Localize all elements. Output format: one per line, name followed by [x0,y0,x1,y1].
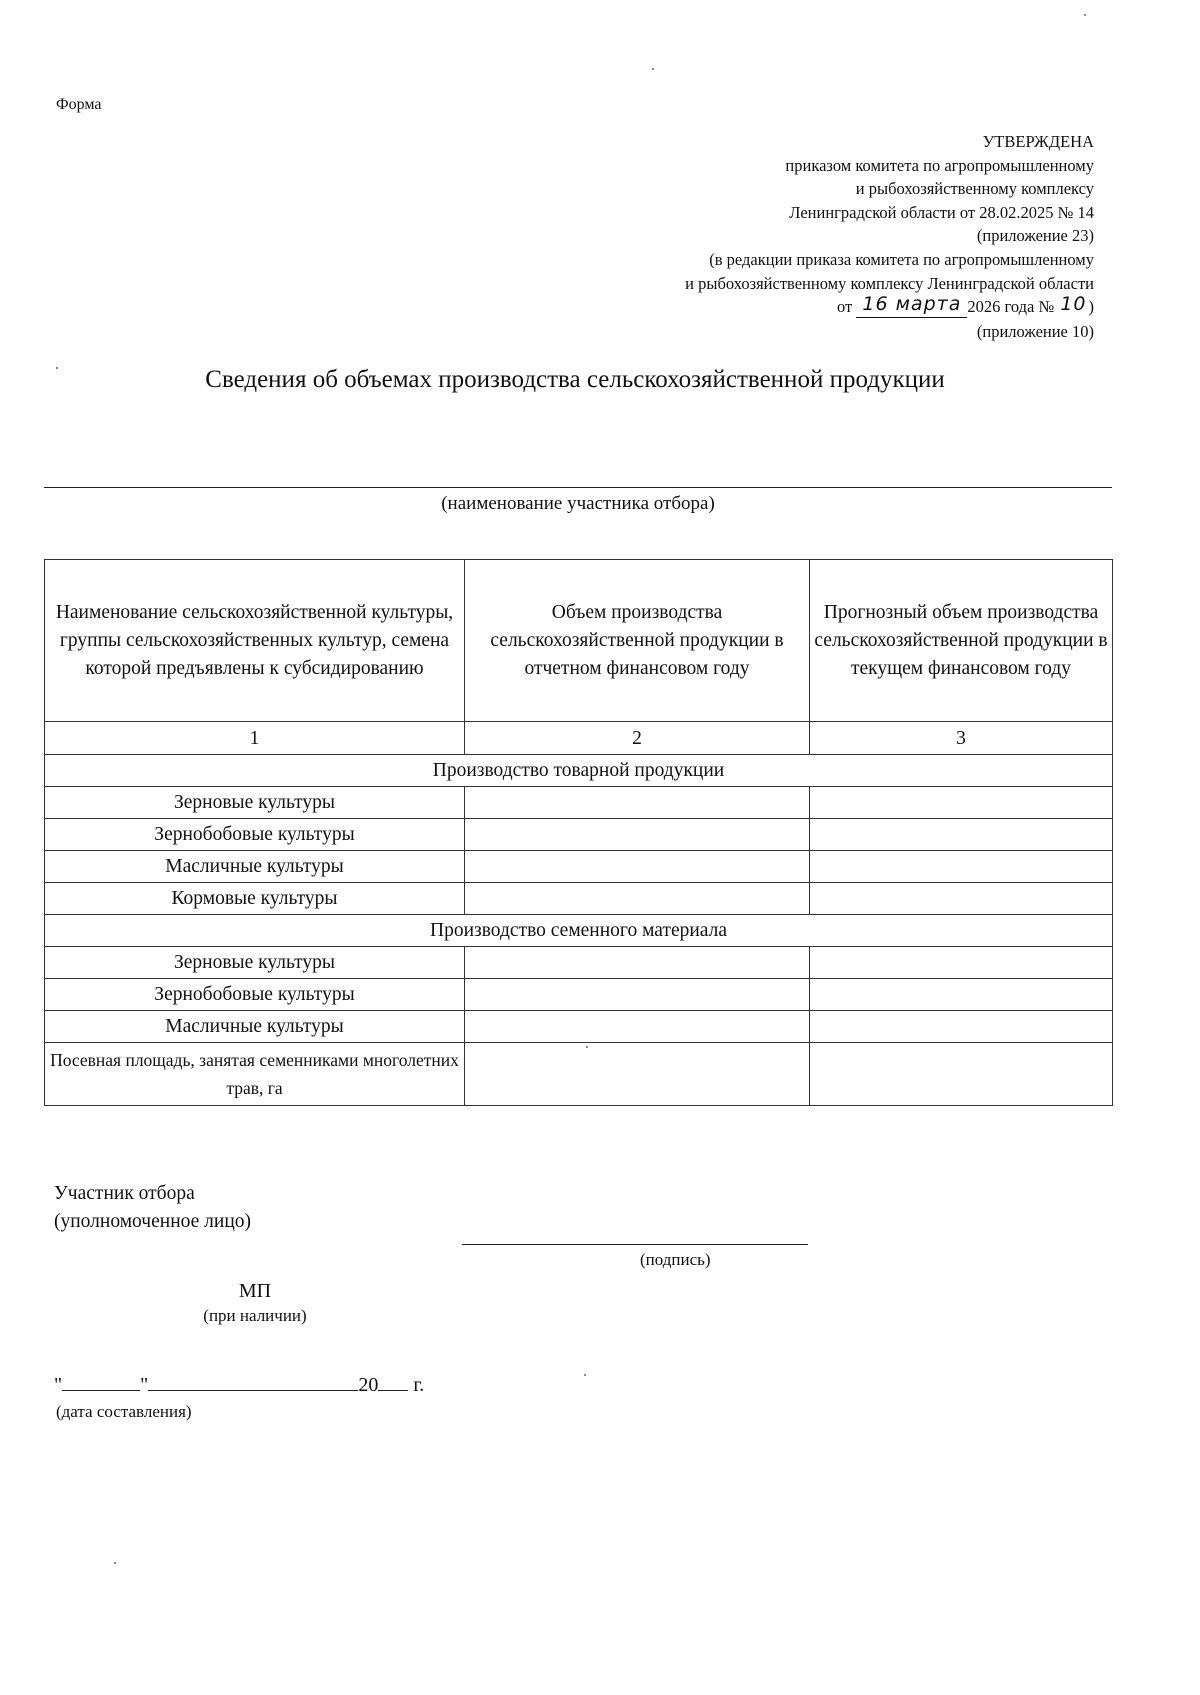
handwritten-number: 10 [1060,293,1087,316]
table-row [45,883,1113,915]
forecast-volume-cell[interactable] [810,979,1113,1011]
forecast-volume-cell[interactable] [810,787,1113,819]
revision-suffix: ) [1088,297,1094,317]
revision-year: 2026 года № [967,297,1055,317]
month-field[interactable] [148,1389,358,1391]
table-row [45,1043,1113,1106]
table-row [45,947,1113,979]
forecast-volume-cell[interactable] [810,1043,1113,1106]
document-title: Сведения об объемах производства сельскохозяйственной продукции [205,366,945,393]
quote-mark: " [54,1374,63,1396]
revision-prefix: от [837,297,853,317]
column-header: Объем производства сельскохозяйственной продукции в отчетном финансовом году [465,560,810,722]
section-header-row [45,755,1113,787]
column-number: 2 [465,722,810,755]
signer-subtitle: (уполномоченное лицо) [54,1211,251,1232]
date-fill-line [54,1374,424,1397]
table-header-row [45,560,1113,722]
column-header: Прогнозный объем производства сельскохозяйственной продукции в текущем финансовом году [810,560,1113,722]
year-prefix: 20 [358,1374,379,1396]
year-field[interactable] [378,1389,408,1391]
approval-line: и рыбохозяйственному комплексу Ленинградской области [685,273,1094,293]
day-field[interactable] [62,1389,140,1391]
forecast-volume-cell[interactable] [810,883,1113,915]
signature-field[interactable] [462,1244,808,1245]
approval-line: и рыбохозяйственному комплексу [855,179,1094,199]
reported-volume-cell[interactable] [465,947,810,979]
crop-label: Зернобобовые культуры [45,819,465,851]
approval-title: УТВЕРЖДЕНА [982,132,1094,151]
reported-volume-cell[interactable] [465,979,810,1011]
table-row [45,851,1113,883]
production-volumes-table [44,559,1113,1106]
reported-volume-cell[interactable] [465,787,810,819]
column-number: 1 [45,722,465,755]
scan-speck [114,1562,116,1564]
seal-label: МП [238,1280,272,1302]
crop-label: Масличные культуры [45,1011,465,1043]
signature-caption: (подпись) [640,1250,711,1269]
participant-name-field[interactable] [44,487,1112,488]
approval-line: (приложение 23) [976,226,1094,246]
approval-revision-line [534,295,1094,320]
crop-label: Зерновые культуры [45,947,465,979]
forecast-volume-cell[interactable] [810,947,1113,979]
section-title: Производство товарной продукции [45,755,1113,787]
seal-caption: (при наличии) [203,1306,307,1325]
approval-line: приказом комитета по агропромышленному [785,155,1094,175]
reported-volume-cell[interactable] [465,883,810,915]
year-suffix: г. [413,1374,425,1396]
approval-line: (приложение 10) [976,321,1094,341]
forecast-volume-cell[interactable] [810,851,1113,883]
crop-label: Посевная площадь, занятая семенниками многолетних трав, га [45,1043,465,1106]
participant-caption: (наименование участника отбора) [441,493,715,514]
reported-volume-cell[interactable] [465,851,810,883]
column-number-row [45,722,1113,755]
crop-label: Зерновые культуры [45,787,465,819]
section-title: Производство семенного материала [45,915,1113,947]
quote-mark: " [140,1374,149,1396]
crop-label: Зернобобовые культуры [45,979,465,1011]
table-row [45,819,1113,851]
table-row [45,787,1113,819]
date-caption: (дата составления) [56,1402,192,1421]
table-row [45,979,1113,1011]
scan-speck [1084,14,1086,16]
reported-volume-cell[interactable] [465,1043,810,1106]
scan-speck [584,1374,586,1376]
forecast-volume-cell[interactable] [810,819,1113,851]
scan-speck [56,367,58,369]
section-header-row [45,915,1113,947]
crop-label: Масличные культуры [45,851,465,883]
scan-speck [652,68,654,70]
column-header: Наименование сельскохозяйственной культуры, группы сельскохозяйственных культур, семена которой предъявлены к субсидированию [45,560,465,722]
signer-block [54,1180,251,1236]
approval-stamp-block [534,130,1094,343]
approval-line: Ленинградской области от 28.02.2025 № 14 [789,202,1094,222]
scan-speck [586,1046,588,1048]
signer-title: Участник отбора [54,1183,195,1204]
handwritten-date: 16 марта [856,293,967,318]
table-row [45,1011,1113,1043]
reported-volume-cell[interactable] [465,819,810,851]
reported-volume-cell[interactable] [465,1011,810,1043]
approval-line: (в редакции приказа комитета по агропромышленному [709,249,1094,269]
form-label: Форма [56,96,102,113]
column-number: 3 [810,722,1113,755]
forecast-volume-cell[interactable] [810,1011,1113,1043]
crop-label: Кормовые культуры [45,883,465,915]
